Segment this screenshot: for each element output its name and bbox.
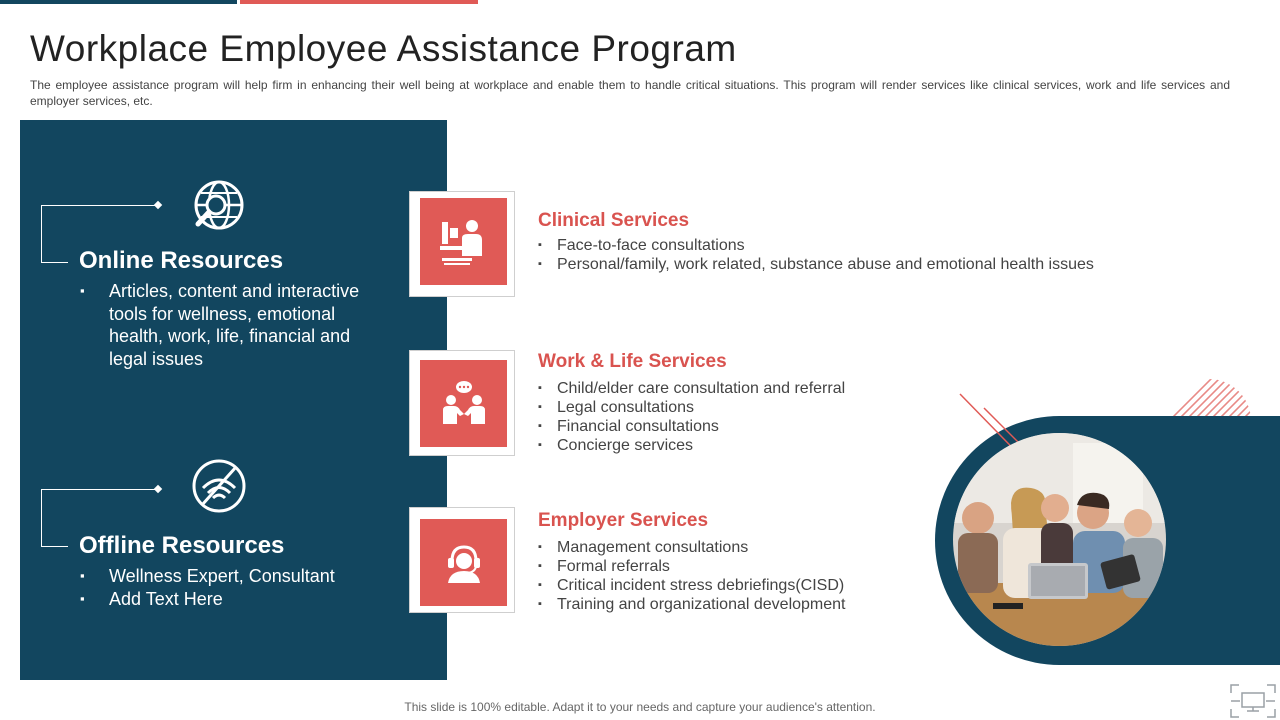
work-life-services-heading: Work & Life Services xyxy=(538,351,727,372)
offline-connector-line xyxy=(41,489,159,490)
list-item: ▪ Child/elder care consultation and referral xyxy=(538,379,845,398)
clinical-services-heading: Clinical Services xyxy=(538,210,690,231)
screen-fit-icon[interactable] xyxy=(1230,684,1276,718)
online-resources-heading: Online Resources xyxy=(79,247,284,274)
page-subtitle: The employee assistance program will help firm in enhancing their well being at workplace and enable them to handle critical situations. This program will render services like clinical services, work and life services and employer services, etc. xyxy=(30,78,1230,108)
headset-support-icon xyxy=(442,541,486,585)
list-item: ▪ Formal referrals xyxy=(538,557,845,576)
online-resources-list xyxy=(80,280,380,370)
offline-bracket-connector xyxy=(41,489,68,547)
page-title: Workplace Employee Assistance Program xyxy=(30,28,737,69)
list-item: ▪ Training and organizational development xyxy=(538,595,845,614)
globe-search-icon xyxy=(192,178,246,232)
list-item: ▪ Personal/family, work related, substance abuse and emotional health issues xyxy=(538,255,1094,274)
employer-services-heading: Employer Services xyxy=(538,510,709,531)
offline-resources-heading: Offline Resources xyxy=(79,532,285,559)
list-item: ▪ Add Text Here xyxy=(80,588,400,611)
list-item: ▪ Critical incident stress debriefings(CISD) xyxy=(538,576,845,595)
top-accent-bar-coral xyxy=(240,0,478,4)
no-wifi-icon xyxy=(191,458,247,514)
list-item: ▪ Face-to-face consultations xyxy=(538,236,1094,255)
list-item: ▪ Articles, content and interactive tools for wellness, emotional health, work, life, financial and legal issues xyxy=(80,280,380,370)
list-item: ▪ Concierge services xyxy=(538,436,845,455)
list-item: ▪ Wellness Expert, Consultant xyxy=(80,565,400,588)
list-item: ▪ Financial consultations xyxy=(538,417,845,436)
top-accent-bar-navy xyxy=(0,0,237,4)
offline-resources-list xyxy=(80,565,400,610)
employer-services-list xyxy=(538,538,845,614)
list-item: ▪ Management consultations xyxy=(538,538,845,557)
online-bracket-connector xyxy=(41,205,68,263)
list-item: ▪ Legal consultations xyxy=(538,398,845,417)
online-connector-line xyxy=(41,205,159,206)
work-life-services-list xyxy=(538,379,845,455)
employer-services-icon-box xyxy=(409,507,515,613)
team-photo xyxy=(953,433,1166,646)
footer-note: This slide is 100% editable. Adapt it to your needs and capture your audience's attention. xyxy=(404,700,876,714)
clinical-services-icon-box xyxy=(409,191,515,297)
people-talking-icon xyxy=(438,378,490,430)
work-life-services-icon-box xyxy=(409,350,515,456)
doctor-desk-icon xyxy=(436,214,492,270)
clinical-services-list xyxy=(538,236,1094,274)
